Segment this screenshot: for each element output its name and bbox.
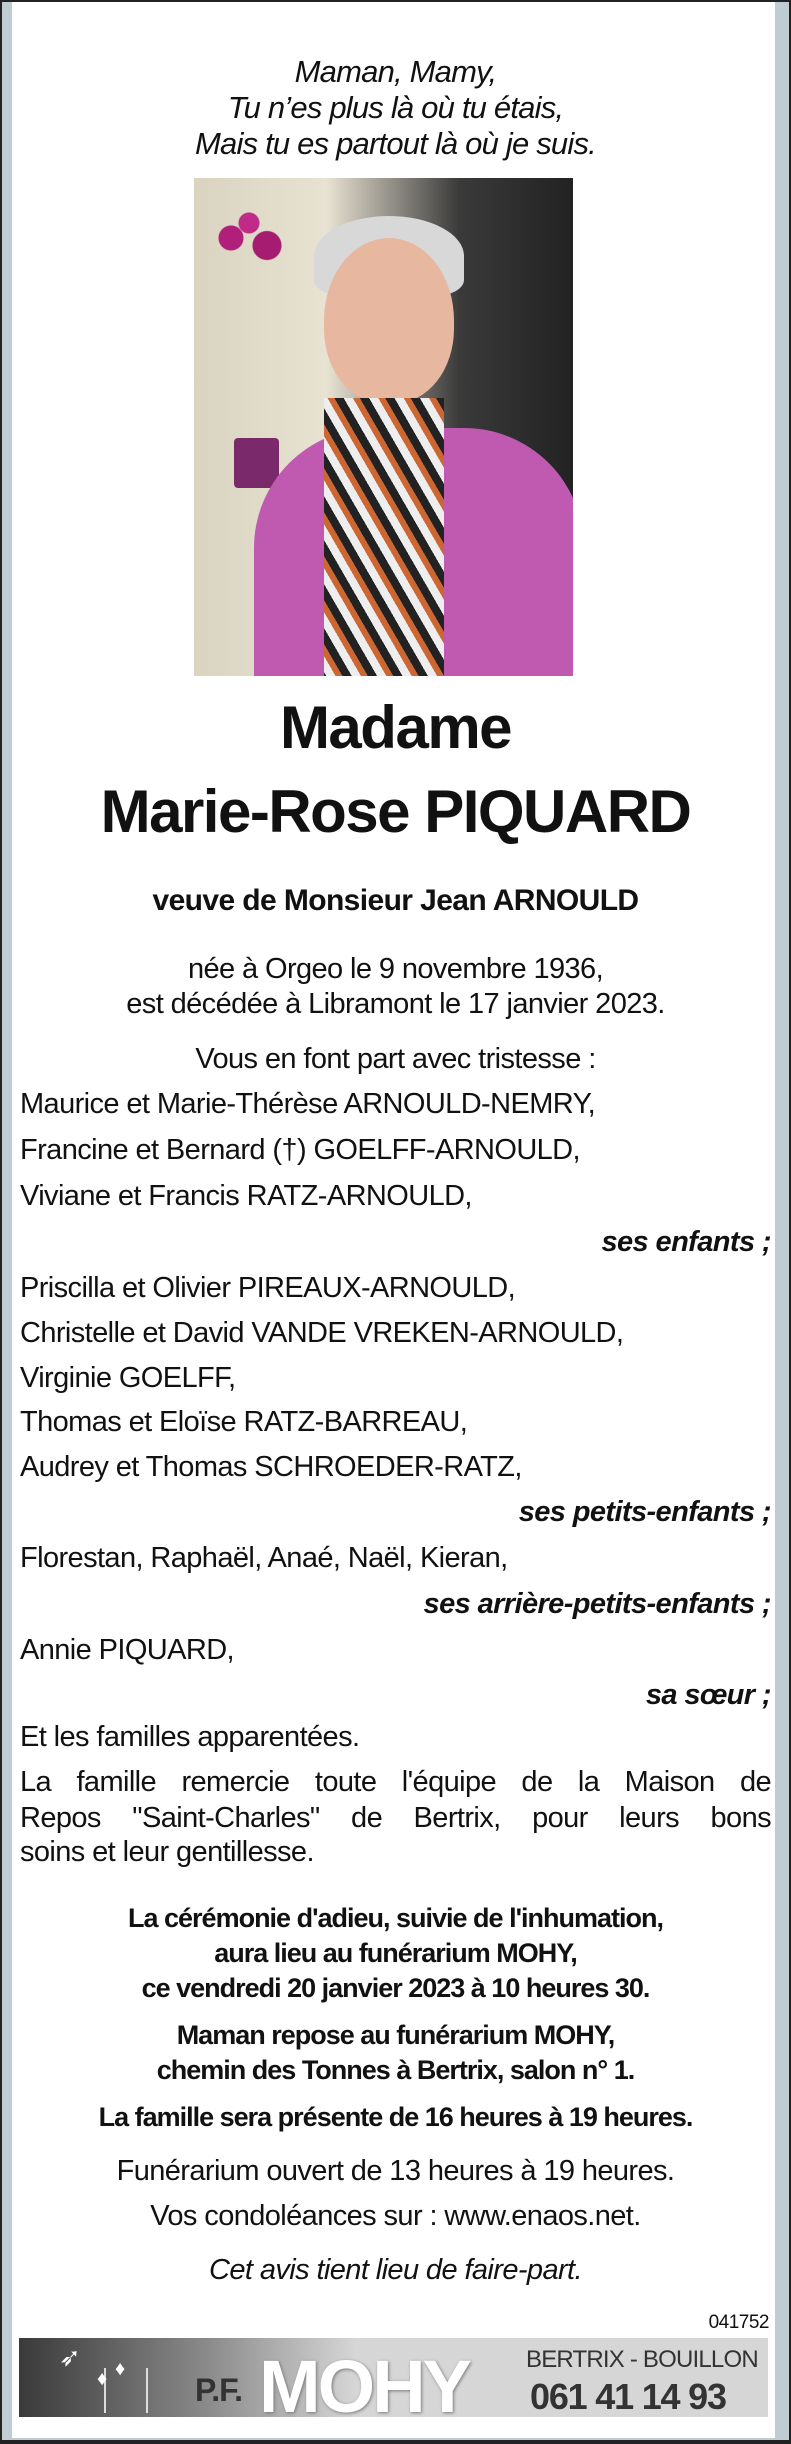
death-line: est décédée à Libramont le 17 janvier 2023. [126,988,665,1020]
presence-line: La famille sera présente de 16 heures à 19 heures. [98,2102,693,2132]
condolences-line: Vos condoléances sur : www.enaos.net. [150,2200,641,2232]
family-line: Francine et Bernard (†) GOELFF-ARNOULD, [20,1134,580,1166]
title: Madame [279,694,512,761]
rest-line: chemin des Tonnes à Bertrix, salon n° 1. [156,2055,635,2085]
hours-line: Funérarium ouvert de 13 heures à 19 heures. [116,2155,675,2187]
phone-number: 061 41 14 93 [530,2376,726,2417]
notice-line: Cet avis tient lieu de faire-part. [209,2254,582,2286]
birth-line: née à Orgeo le 9 novembre 1936, [187,953,604,985]
relation-label: ses enfants ; [601,1226,771,1258]
poem-line: Maman, Mamy, [294,54,497,89]
family-line: Christelle et David VANDE VREKEN-ARNOULD, [20,1317,624,1349]
location: BERTRIX - BOUILLON [526,2346,758,2373]
family-line: Florestan, Raphaël, Anaé, Naël, Kieran, [20,1542,508,1574]
family-line: Maurice et Marie-Thérèse ARNOULD-NEMRY, [20,1088,596,1120]
ceremony-line: La cérémonie d'adieu, suivie de l'inhumation, [128,1903,663,1933]
pf-label: P.F. [195,2372,242,2408]
funeral-home-banner [19,2338,768,2428]
flame-icon: ♦ [115,2358,126,2380]
poem-line: Tu n’es plus là où tu étais, [227,90,564,125]
reference-number: 041752 [708,2312,769,2333]
thanks-line: soins et leur gentillesse. [20,1836,314,1868]
relation-label: sa sœur ; [645,1679,771,1711]
bird-icon: ➶ [59,2342,81,2372]
family-line: Virginie GOELFF, [20,1362,236,1394]
flame-icon: ♦ [97,2368,108,2390]
family-line: Annie PIQUARD, [20,1634,235,1666]
family-line: Viviane et Francis RATZ-ARNOULD, [20,1180,472,1212]
ceremony-line: aura lieu au funérarium MOHY, [214,1938,577,1968]
family-line: Audrey et Thomas SCHROEDER-RATZ, [20,1451,522,1483]
intro-line: Vous en font part avec tristesse : [195,1043,596,1075]
candle-icon [104,2368,148,2413]
portrait-photo [194,178,573,676]
spouse-line: veuve de Monsieur Jean ARNOULD [152,884,639,917]
thanks-line: La famille remercie toute l'équipe de la Maison de [20,1766,771,1798]
rest-line: Maman repose au funérarium MOHY, [176,2020,615,2050]
deceased-name: Marie-Rose PIQUARD [100,778,691,845]
relation-label: ses petits-enfants ; [518,1496,771,1528]
family-line: Priscilla et Olivier PIREAUX-ARNOULD, [20,1272,516,1304]
brand-logo: MOHY [259,2345,469,2428]
thanks-line: Repos "Saint-Charles" de Bertrix, pour leurs bons [20,1802,771,1834]
family-line: Thomas et Eloïse RATZ-BARREAU, [20,1406,468,1438]
families-line: Et les familles apparentées. [20,1721,360,1753]
poem-line: Mais tu es partout là où je suis. [195,126,596,161]
relation-label: ses arrière-petits-enfants ; [423,1588,771,1620]
ceremony-line: ce vendredi 20 janvier 2023 à 10 heures 30. [141,1973,650,2003]
